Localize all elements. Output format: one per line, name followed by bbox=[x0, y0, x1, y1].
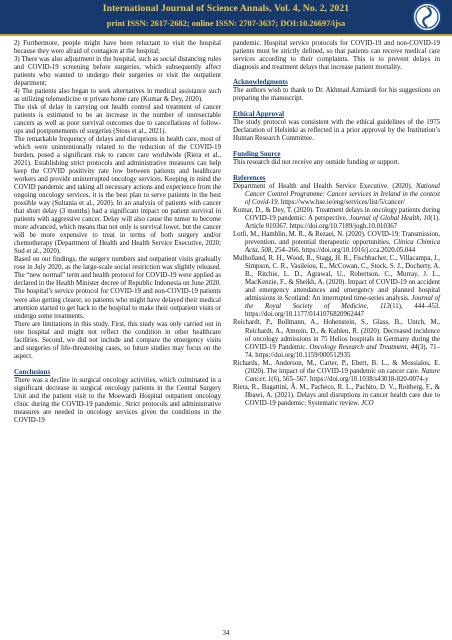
reference-source: Clinica Chimica Acta, 508 bbox=[245, 239, 440, 255]
paragraph-item-3: 3) There was also adjustment in the hospital, such as social distancing rules and COVID-19 screening before surgeries, which subsequently affect patients who wanted to undergo their surgeries or visit the outpatient department; bbox=[14, 56, 221, 88]
reference-item bbox=[233, 207, 440, 231]
reference-source: Oncology Research and Treatment, 44 bbox=[309, 343, 418, 351]
reference-tail: https://www.hse.ie/eng/services/list/5/cancer/ bbox=[279, 199, 405, 207]
reference-item bbox=[233, 183, 440, 207]
paragraph-delay-risk: The risk of delay in carrying out health control and treatment of cancer patients is estimated to be an increase in the number of unresectable cancers as well as poor survival outcomes due to cancellations of follow-ups and postponements of surgeries (Stoss et al., 2021). bbox=[14, 104, 221, 136]
ethical-approval-heading: Ethical Approval bbox=[233, 110, 285, 119]
reference-tail: (11), 444–453. https://doi.org/10.1177/0141076820962447 bbox=[245, 303, 441, 319]
reference-authors-title: Lotfi, M., Hamblin, M. R., & Rezaei, N. (2020). COVID-19: Transmission, prevention, and potential therapeutic opportunities. bbox=[233, 231, 440, 247]
reference-source: Journal of Global Health, 10 bbox=[349, 215, 431, 223]
reference-item bbox=[233, 384, 440, 408]
reference-authors-title: Riera, R., Bagattini, Â. M., Pacheco, R. L., Pachito, D. V., Roitberg, F., & Ilbawi, A. (2021). Delays and disruptions in cancer health care due to COVID-19 pandemic: Systematic review. bbox=[233, 383, 440, 407]
paragraph-item-2: 2) Furthermore, people might have been reluctant to visit the hospital because they were afraid of contagion at the hospital; bbox=[14, 40, 221, 56]
paragraph-limitations: There are limitations in this study. First, this study was only carried out in one hospital and might not reflect the condition in other healthcare facilities. Second, we did not include and compare the emergency visits and surgeries of life-threatening cases, so future studies may focus on the aspect. bbox=[14, 320, 221, 360]
page-number: 34 bbox=[222, 629, 230, 637]
references-heading: References bbox=[233, 174, 266, 183]
paragraph-findings: Based on our findings, the surgery numbers and outpatient visits gradually rose in July 2020, as the large-scale social restriction was slightly released. The “new normal” term and health protocol for COVID-19 were applied as declared in the Health Minister decree of Republic Indonesia on June 2020. The hospital’s service protocol for COVID-19 and non-COVID-19 patients were also getting clearer, so patients who might have delayed their medical attention started to get back to the hospital to make their outpatient visits or undergo some treatments. bbox=[14, 256, 221, 320]
left-column bbox=[14, 40, 221, 425]
reference-list bbox=[233, 183, 440, 407]
reference-tail: (1). Article 010367. https://doi.org/10.7189/jogh.10.010367 bbox=[245, 215, 440, 231]
reference-item bbox=[233, 360, 440, 384]
reference-item bbox=[233, 255, 440, 319]
conclusions-text: There was a decline in surgical oncology activities, which culminated in a significant decrease in surgical oncology patients in the Central Surgery Unit and the patient visit to the Moewardi Hospital outpatient oncology clinic during the COVID-19 pandemic. Strict protocols and administrative measures are needed in oncology services given the conditions in the COVID-19 bbox=[14, 376, 221, 424]
journal-logo bbox=[412, 2, 442, 32]
funding-source-heading: Funding Source bbox=[233, 150, 281, 159]
reference-authors-title: Richards, M., Anderson, M., Carter, P., Ebert, B. L., & Mossialos, E. (2020). The impact of the COVID-19 pandemic on cancer care. bbox=[233, 359, 440, 375]
conclusions-heading: Conclusions bbox=[14, 367, 51, 376]
conclusions-continued: pandemic. Hospital service protocols for COVID-19 and non-COVID-19 patients must be strictly defined, so that patients can receive medical care services according to their complaints. This is to prevent delays in diagnosis and treatment delays that increase patient mortality. bbox=[233, 40, 440, 72]
reference-tail: , 254–266. https://doi.org/10.1016/j.cca.2020.05.044 bbox=[271, 247, 416, 255]
reference-source: Nature Cancer, 1 bbox=[245, 367, 440, 383]
acknowledgments-heading: Acknowledgments bbox=[233, 78, 288, 87]
reference-source: National Cancer Control Programme: Cancer services in Ireland in the context of Covid-19. bbox=[245, 183, 440, 207]
reference-tail: (3), 71–74. https://doi.org/10.1159/000512935 bbox=[245, 343, 441, 359]
journal-title: International Journal of Science Annals, Vol. 4, No. 2, 2021 bbox=[102, 3, 350, 14]
journal-banner bbox=[0, 0, 452, 36]
reference-authors-title: Kumar, D., & Dey, T. (2020). Treatment delays in oncology patients during COVID-19 pandemic: A perspective. bbox=[233, 207, 440, 223]
reference-authors-title: Reichardt, P., Bollmann, A., Hohenstein, S., Glass, B., Untch, M., Reichardt, A., Amrein, D., & Kuhlen, R. (2020). Decreased incidence of oncology admissions in 75 Helios hospitals in Germany during the COVID-19 Pandemic. bbox=[233, 319, 440, 351]
right-column bbox=[233, 40, 440, 408]
paragraph-delays-disruptions: The remarkable frequency of delays and disruptions in health care, most of which were unintentionally related to the reduction of the COVID-19 burden, posed a significant risk to cancer care worldwide (Riera et al., 2021). Establishing strict protocols and administrative measures can help keep the COVID positivity rate low between patients and healthcare workers and provide uninterrupted oncology services. Keeping in mind the COVID pandemic and taking all necessary actions and experience from the ongoing oncology services, it is the best plan to serve patients in the best possible way (Sultania et al., 2020). In an analysis of patients with cancer that short delay (3 months) had a significant impact on patient survival in patients with aggressive cancer. Delay will also cause the tumor to become more advanced, which means that not only is survival lower, but the cancer will be more expensive to treat in terms of both surgery and/or chemotherapy (Department of Health and Health Service Executive, 2020; Sud et al., 2020). bbox=[14, 136, 221, 256]
reference-tail: (6), 565–567. https://doi.org/10.1038/s43018-020-0074-y bbox=[271, 375, 429, 383]
paragraph-item-4: 4) The patients also began to seek alternatives in medical assistance such as utilizing telemedicine or private home care (Kumar & Dey, 2020). bbox=[14, 88, 221, 104]
ethical-approval-text: The study protocol was consistent with the ethical guidelines of the 1975 Declaration of Helsinki as reflected in a prior approval by the Institution’s Human Research Committee. bbox=[233, 119, 440, 143]
journal-issn: print ISSN: 2617-2682; online ISSN: 2707-3637; DOI:10.26697/ijsa bbox=[106, 19, 346, 28]
reference-authors-title: Department of Health and Health Service Executive. (2020). bbox=[233, 183, 417, 191]
reference-source: Journal of the Royal Society of Medicine, 113 bbox=[245, 295, 441, 311]
reference-item bbox=[233, 231, 440, 255]
reference-source: JCO bbox=[361, 399, 374, 407]
funding-source-text: This research did not receive any outside funding or support. bbox=[233, 159, 400, 167]
reference-authors-title: Mulholland, R. H., Wood, R., Stagg, H. R., Fischbacher, C., Villacampa, J., Simpson, C. R., Vasileiou, E., McCowan, C., Stock, S. J., Docherty, A. B., Ritchie, L. D., Agrawal, U., Robertson, C., Murray, J. L., MacKenzie, F., & Sheikh, A. (2020). Impact of COVID-19 on accident and emergency attendances and emergency and planned hospital admissions in Scotland: An interrupted time-series analysis. bbox=[233, 255, 440, 303]
acknowledgments-text: The authors wish to thank to Dr. Akhmad Azmiardi for his suggestions on preparing the manuscript. bbox=[233, 87, 440, 103]
reference-item bbox=[233, 319, 440, 359]
